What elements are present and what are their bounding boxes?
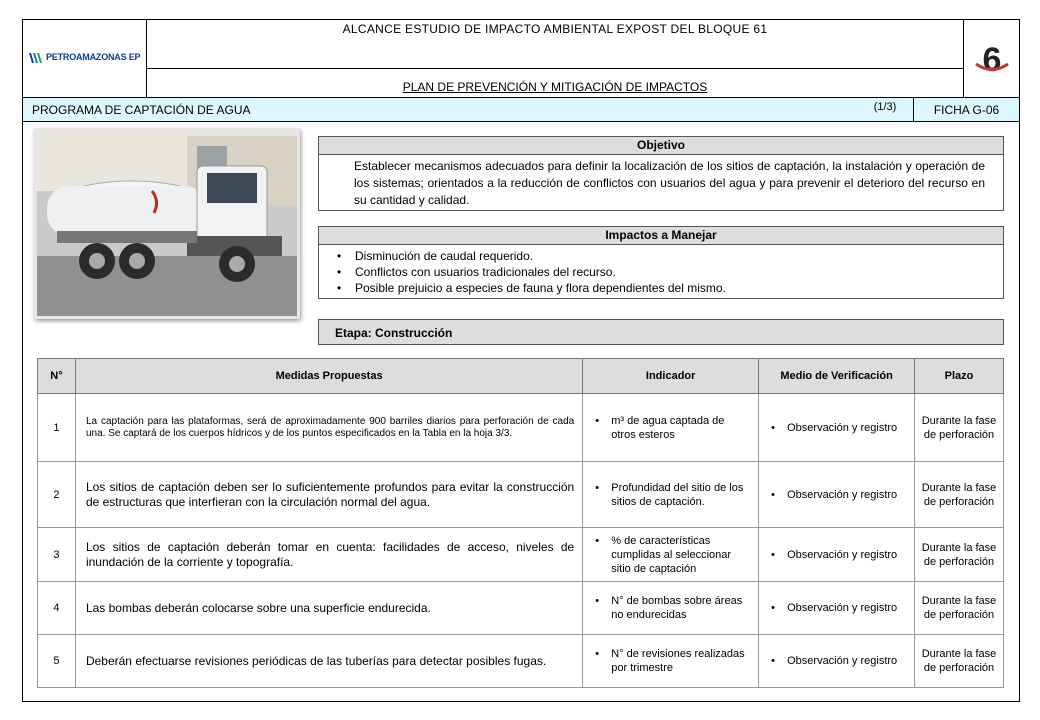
row-term: Durante la fase de perforación xyxy=(915,394,1004,462)
row-measure: Las bombas deberán colocarse sobre una superficie endurecida. xyxy=(75,582,582,635)
row-number: 2 xyxy=(38,462,76,528)
table-row xyxy=(38,582,1004,635)
table-header-row xyxy=(38,359,1004,394)
row-verification xyxy=(759,582,915,635)
verification-text: • Observación y registro xyxy=(759,548,914,562)
row-indicator xyxy=(583,394,759,462)
row-measure: Los sitios de captación deberán tomar en cuenta: facilidades de acceso, niveles de inundación de la corriente y topografía. xyxy=(75,528,582,582)
row-number: 5 xyxy=(38,635,76,688)
row-indicator xyxy=(583,635,759,688)
table-row xyxy=(38,394,1004,462)
impact-item: • Disminución de caudal requerido. xyxy=(355,248,1003,264)
row-verification xyxy=(759,394,915,462)
verification-text: • Observación y registro xyxy=(759,488,914,502)
section-number: 6 xyxy=(982,41,1002,79)
indicator-text: • Profundidad del sitio de los sitios de captación. xyxy=(583,481,758,509)
document-title: ALCANCE ESTUDIO DE IMPACTO AMBIENTAL EXPOST DEL BLOQUE 61 xyxy=(147,19,963,69)
row-indicator xyxy=(583,528,759,582)
row-verification xyxy=(759,635,915,688)
indicator-text: • % de características cumplidas al seleccionar sitio de captación xyxy=(583,534,758,576)
verification-text: • Observación y registro xyxy=(759,421,914,435)
sheet-code: FICHA G-06 xyxy=(913,98,1019,121)
petroamazonas-logo-icon xyxy=(28,52,46,64)
row-term: Durante la fase de perforación xyxy=(915,528,1004,582)
subtitle-text: PLAN DE PREVENCIÓN Y MITIGACIÓN DE IMPACTOS xyxy=(402,80,708,94)
table-row xyxy=(38,462,1004,528)
header-indicator: Indicador xyxy=(583,359,759,394)
row-measure: Los sitios de captación deben ser lo suficientemente profundos para evitar la construcción de estructuras que interfieran con la circulación normal del agua. xyxy=(75,462,582,528)
objective-text: Establecer mecanismos adecuados para definir la localización de los sitios de captación, la instalación y operación de los sistemas; orientados a la reducción de conflictos con usuarios del agua y para prevenir el deterioro del recurso en su cantidad y calidad. xyxy=(354,159,985,207)
row-term: Durante la fase de perforación xyxy=(915,582,1004,635)
verification-text: • Observación y registro xyxy=(759,654,914,668)
impacts-list xyxy=(319,245,1003,296)
row-term: Durante la fase de perforación xyxy=(915,462,1004,528)
impact-item: • Posible prejuicio a especies de fauna y flora dependientes del mismo. xyxy=(355,280,1003,296)
indicator-text: • N° de revisiones realizadas por trimestre xyxy=(583,647,758,675)
row-measure: La captación para las plataformas, será de aproximadamente 900 barriles diarios para perforación de cada una. Se captará de los cuerpos hídricos y de los puntos especificados en la Tabla en la hoja 3/3. xyxy=(75,394,582,462)
row-indicator xyxy=(583,462,759,528)
impact-item: • Conflictos con usuarios tradicionales del recurso. xyxy=(355,264,1003,280)
row-indicator xyxy=(583,582,759,635)
impacts-box xyxy=(318,226,1004,299)
program-name: PROGRAMA DE CAPTACIÓN DE AGUA xyxy=(23,98,913,121)
table-row xyxy=(38,528,1004,582)
page-indicator: (1/3) xyxy=(873,101,897,113)
row-number: 3 xyxy=(38,528,76,582)
header-verification: Medio de Verificación xyxy=(759,359,915,394)
indicator-text: • m³ de agua captada de otros esteros xyxy=(583,414,758,442)
header-term: Plazo xyxy=(915,359,1004,394)
row-term: Durante la fase de perforación xyxy=(915,635,1004,688)
impacts-heading: Impactos a Manejar xyxy=(319,227,1003,245)
row-number: 4 xyxy=(38,582,76,635)
document-subtitle xyxy=(147,69,963,97)
verification-text: • Observación y registro xyxy=(759,601,914,615)
objective-box xyxy=(318,136,1004,211)
section-number-badge xyxy=(964,19,1021,97)
logo-text: PETROAMAZONAS EP xyxy=(46,52,141,62)
water-truck-photo xyxy=(34,128,300,319)
row-verification xyxy=(759,462,915,528)
row-measure: Deberán efectuarse revisiones periódicas de las tuberías para detectar posibles fugas. xyxy=(75,635,582,688)
header-measures: Medidas Propuestas xyxy=(75,359,582,394)
stage-label: Etapa: Construcción xyxy=(318,319,1004,345)
table-row xyxy=(38,635,1004,688)
section-number-cell xyxy=(963,19,1020,97)
objective-heading: Objetivo xyxy=(319,137,1003,155)
indicator-text: • N° de bombas sobre áreas no endurecidas xyxy=(583,594,758,622)
row-number: 1 xyxy=(38,394,76,462)
header-number: N° xyxy=(38,359,76,394)
measures-table xyxy=(37,358,1004,688)
row-verification xyxy=(759,528,915,582)
